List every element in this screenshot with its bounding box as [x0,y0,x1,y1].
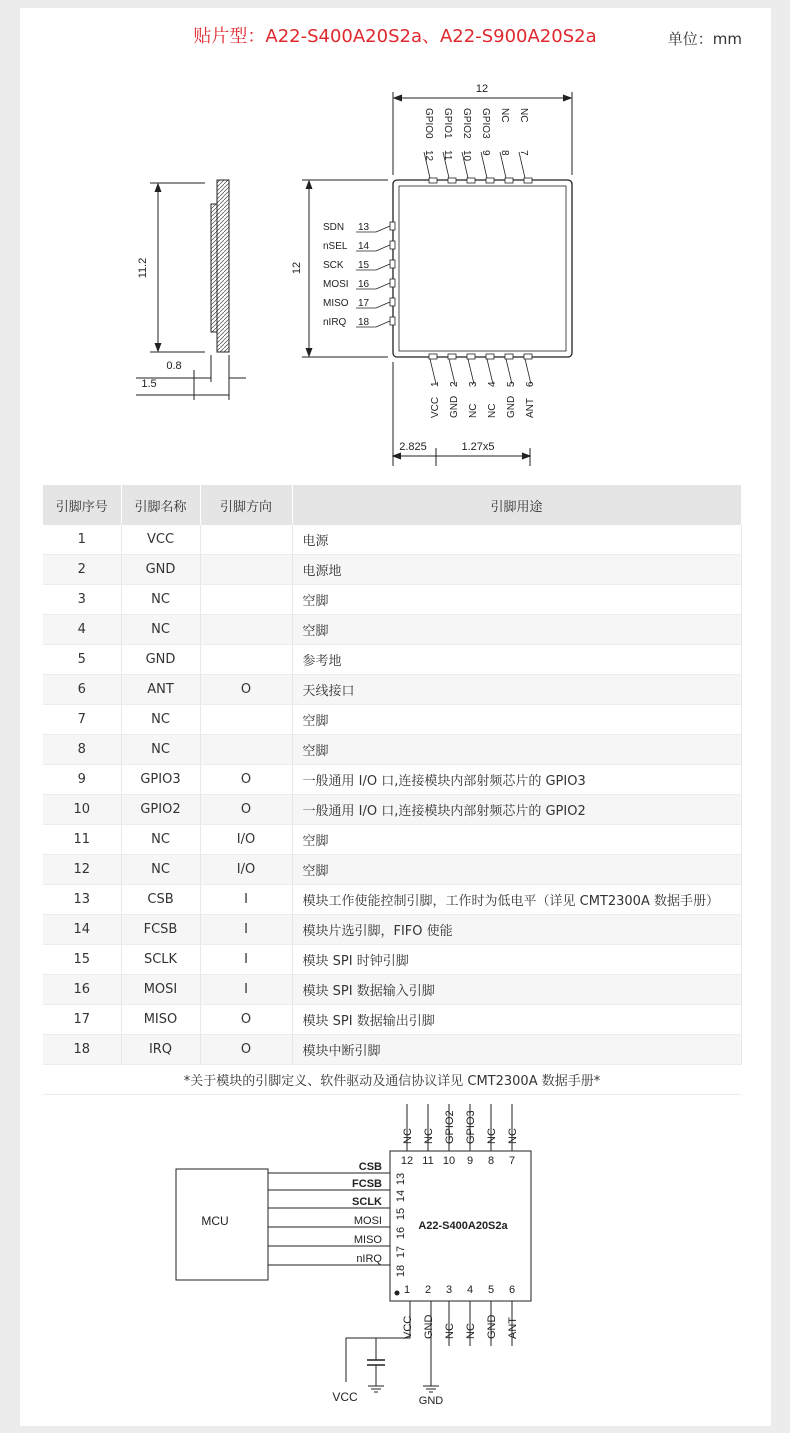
table-row [43,765,741,795]
table-row [43,615,741,645]
col-header-name: 引脚名称 [121,485,200,525]
schematic-pin-name: GND [423,1314,435,1339]
schematic-pin-number: 9 [466,1155,474,1167]
package-pin-number: 7 [518,150,529,156]
col-header-direction: 引脚方向 [200,485,292,525]
pin-leader [430,359,436,384]
pin-direction: O [200,1005,292,1035]
package-pad-left [390,241,395,249]
pin-usage: 参考地 [292,645,741,675]
pin-name: SCLK [121,945,200,975]
package-pad-left [390,222,395,230]
pin-name: CSB [121,885,200,915]
pin-usage: 空脚 [292,855,741,885]
pin-name: NC [121,825,200,855]
pin-name: GND [121,645,200,675]
pin-number: 15 [43,945,121,975]
side-view-board [217,180,229,352]
pin-usage: 空脚 [292,735,741,765]
package-pin-number: 9 [480,150,491,156]
package-pin-number: 13 [358,222,370,233]
schematic-pin-number: 4 [466,1284,474,1296]
schematic-pin-number: 1 [403,1284,411,1296]
schematic-pin-number: 18 [395,1264,407,1278]
table-row [43,1035,741,1065]
schematic-pin-number: 3 [445,1284,453,1296]
pin-leader [487,359,493,384]
schematic-pin-number: 16 [395,1226,407,1240]
dim-side-height: 12 [291,261,303,275]
pin-direction: O [200,765,292,795]
schematic-pin-name: VCC [402,1315,414,1339]
table-row [43,585,741,615]
pin-name: NC [121,705,200,735]
pin-usage: 电源地 [292,555,741,585]
pin-leader [500,152,506,178]
schematic-pin-name: GPIO3 [465,1110,477,1144]
schematic-pin-name: NC [444,1323,456,1339]
pin-usage: 模块 SPI 数据输出引脚 [292,1005,741,1035]
gnd-label: GND [418,1395,444,1407]
package-pin-number: 5 [506,381,517,387]
table-row [43,645,741,675]
table-row [43,555,741,585]
table-row [43,915,741,945]
package-pad-left [390,279,395,287]
pin-direction: I [200,885,292,915]
package-pin-name: NC [518,108,529,123]
package-pin-name: GPIO3 [480,108,491,139]
pin-name: FCSB [121,915,200,945]
package-pin-number: 10 [461,150,472,162]
pin-direction: I/O [200,825,292,855]
pin-leader [376,302,390,308]
package-pin-name: NC [468,403,479,418]
pin-leader [506,359,512,384]
pin-leader [376,245,390,251]
pin-direction [200,645,292,675]
pin-usage: 电源 [292,525,741,555]
schematic-pin-name: FCSB [352,1178,382,1190]
package-pin-name: nSEL [323,241,348,252]
schematic-pin-name: NC [507,1128,519,1144]
pin-name: GPIO2 [121,795,200,825]
pin-leader [376,283,390,289]
package-pin-name: SCK [323,260,344,271]
table-row [43,675,741,705]
schematic-pin-name: GND [486,1314,498,1339]
table-header-row [43,485,741,525]
package-pad-bottom [486,354,494,359]
package-pin-number: 14 [358,241,370,252]
package-pin-number: 2 [449,381,460,387]
pin-number: 17 [43,1005,121,1035]
schematic-pin-name: NC [465,1323,477,1339]
pin-number: 1 [43,525,121,555]
table-row [43,975,741,1005]
pin-leader [519,152,525,178]
table-row [43,1005,741,1035]
package-pin-name: MISO [323,298,349,309]
pin-number: 11 [43,825,121,855]
pin-usage: 空脚 [292,615,741,645]
pin-direction [200,705,292,735]
pin-leader [376,264,390,270]
pin-number: 9 [43,765,121,795]
schematic-pin-name: NC [423,1128,435,1144]
dim-thickness-height: 11.2 [137,257,149,279]
pin-name: IRQ [121,1035,200,1065]
pin-leader [449,359,455,384]
package-pin-name: VCC [430,396,441,418]
package-pad-bottom [505,354,513,359]
package-pad-bottom [448,354,456,359]
schematic-pin-number: 17 [395,1245,407,1259]
pin-usage: 模块中断引脚 [292,1035,741,1065]
package-pin-name: SDN [323,222,345,233]
package-pad-top [486,178,494,183]
pin-leader [468,359,474,384]
package-pin-name: GPIO1 [442,108,453,139]
pin-number: 14 [43,915,121,945]
package-pad-top [448,178,456,183]
unit-label: 单位：mm [667,30,742,48]
dim-thickness-a: 0.8 [166,360,182,372]
package-drawing [0,0,790,480]
package-pin-name: NC [499,108,510,123]
package-pin-number: 8 [499,150,510,156]
pin-direction [200,585,292,615]
pin-direction: I/O [200,855,292,885]
schematic-pin-name: nIRQ [356,1253,382,1265]
package-pad-bottom [429,354,437,359]
schematic-pin-number: 10 [442,1155,456,1167]
schematic-pin-number: 14 [395,1189,407,1203]
pin-usage: 空脚 [292,825,741,855]
table-row [43,855,741,885]
pin-direction: I [200,915,292,945]
pin-name: GND [121,555,200,585]
package-pad-left [390,317,395,325]
pin-number: 5 [43,645,121,675]
mcu-label: MCU [201,1214,229,1228]
pin-leader [376,226,390,232]
pin-usage: 天线接口 [292,675,741,705]
table-row [43,795,741,825]
pin-name: MOSI [121,975,200,1005]
pin-name: NC [121,735,200,765]
package-pin-name: MOSI [323,279,349,290]
pin-direction: O [200,1035,292,1065]
package-pad-bottom [524,354,532,359]
pin-number: 18 [43,1035,121,1065]
table-row [43,525,741,555]
schematic-pin-name: NC [402,1128,414,1144]
pin-direction: O [200,675,292,705]
package-pad-left [390,298,395,306]
schematic-pin-name: GPIO2 [444,1110,456,1144]
pin-number: 7 [43,705,121,735]
pin-number: 4 [43,615,121,645]
dim-thickness-b: 1.5 [141,378,157,390]
pin-number: 10 [43,795,121,825]
pin-name: ANT [121,675,200,705]
package-pin-number: 3 [468,381,479,387]
schematic-pin-number: 7 [508,1155,516,1167]
table-note: *关于模块的引脚定义、软件驱动及通信协议详见 CMT2300A 数据手册* [43,1065,741,1095]
pin-direction: I [200,975,292,1005]
vcc-label: VCC [332,1390,358,1404]
table-row [43,945,741,975]
package-pin-name: GPIO0 [423,108,434,139]
pin-number: 2 [43,555,121,585]
pin-name: NC [121,585,200,615]
package-pad-top [429,178,437,183]
schematic-pin-name: NC [486,1128,498,1144]
package-pin-number: 18 [358,317,370,328]
pin-number: 3 [43,585,121,615]
side-view-shield [211,204,217,332]
package-pin-name: GND [449,395,460,418]
package-pad-bottom [467,354,475,359]
pin-direction [200,555,292,585]
pin-usage: 一般通用 I/O 口,连接模块内部射频芯片的 GPIO3 [292,765,741,795]
dim-top-width: 12 [475,83,489,95]
package-pin-name: nIRQ [323,317,347,328]
package-pin-number: 17 [358,298,370,309]
pin-direction [200,615,292,645]
package-pad-top [524,178,532,183]
schematic-pin-number: 8 [487,1155,495,1167]
pin-name: GPIO3 [121,765,200,795]
package-pin-name: GND [506,395,517,418]
pin-direction: I [200,945,292,975]
pin-number: 12 [43,855,121,885]
dim-pitch: 1.27x5 [461,441,495,453]
schematic-pin-number: 2 [424,1284,432,1296]
pin-name: MISO [121,1005,200,1035]
col-header-number: 引脚序号 [43,485,121,525]
package-pin-name: GPIO2 [461,108,472,139]
pin-usage: 模块 SPI 时钟引脚 [292,945,741,975]
pin-usage: 一般通用 I/O 口,连接模块内部射频芯片的 GPIO2 [292,795,741,825]
pin-number: 16 [43,975,121,1005]
package-pin-number: 1 [430,381,441,387]
pin-usage: 空脚 [292,585,741,615]
table-row [43,735,741,765]
pin-usage: 模块片选引脚，FIFO 使能 [292,915,741,945]
schematic-pin-number: 5 [487,1284,495,1296]
pin-usage: 模块 SPI 数据输入引脚 [292,975,741,1005]
vcc-wire [346,1301,410,1382]
table-row [43,885,741,915]
schematic-pin-number: 12 [400,1155,414,1167]
package-pin-name: NC [487,403,498,418]
package-pin-number: 4 [487,381,498,387]
package-pad-left [390,260,395,268]
pin-name: NC [121,615,200,645]
package-pin-number: 12 [423,150,434,162]
pin-direction [200,735,292,765]
schematic-pin-name: MISO [353,1234,382,1246]
package-pad-top [505,178,513,183]
pin-leader [376,321,390,327]
module-label: A22-S400A20S2a [418,1220,508,1232]
pin1-marker [395,1291,399,1295]
pin-table [43,485,742,1095]
pin-number: 6 [43,675,121,705]
package-pin-number: 16 [358,279,370,290]
schematic-pin-number: 13 [395,1172,407,1186]
schematic-pin-name: MOSI [353,1215,382,1227]
pin-usage: 空脚 [292,705,741,735]
pin-number: 13 [43,885,121,915]
pin-direction [200,525,292,555]
pin-direction: O [200,795,292,825]
schematic-pin-name: ANT [507,1317,519,1339]
schematic-pin-number: 6 [508,1284,516,1296]
package-pad-top [467,178,475,183]
page-title: 贴片型：A22-S400A20S2a、A22-S900A20S2a [193,26,597,47]
schematic-pin-number: 11 [422,1155,434,1167]
table-row [43,705,741,735]
pin-name: NC [121,855,200,885]
pin-name: VCC [121,525,200,555]
col-header-usage: 引脚用途 [292,485,741,525]
package-pin-number: 11 [442,150,453,161]
schematic-pin-name: CSB [358,1161,382,1173]
pin-number: 8 [43,735,121,765]
schematic-pin-name: SCLK [352,1196,382,1208]
schematic-pin-number: 15 [395,1207,407,1221]
application-schematic [0,1090,790,1420]
pin-leader [481,152,487,178]
module-outline [393,180,572,357]
pin-leader [525,359,531,384]
table-row [43,825,741,855]
package-pin-number: 15 [358,260,370,271]
package-pin-name: ANT [525,398,536,418]
package-pin-number: 6 [525,381,536,387]
dim-offset: 2.825 [399,441,427,453]
pin-usage: 模块工作使能控制引脚，工作时为低电平（详见 CMT2300A 数据手册） [292,885,741,915]
